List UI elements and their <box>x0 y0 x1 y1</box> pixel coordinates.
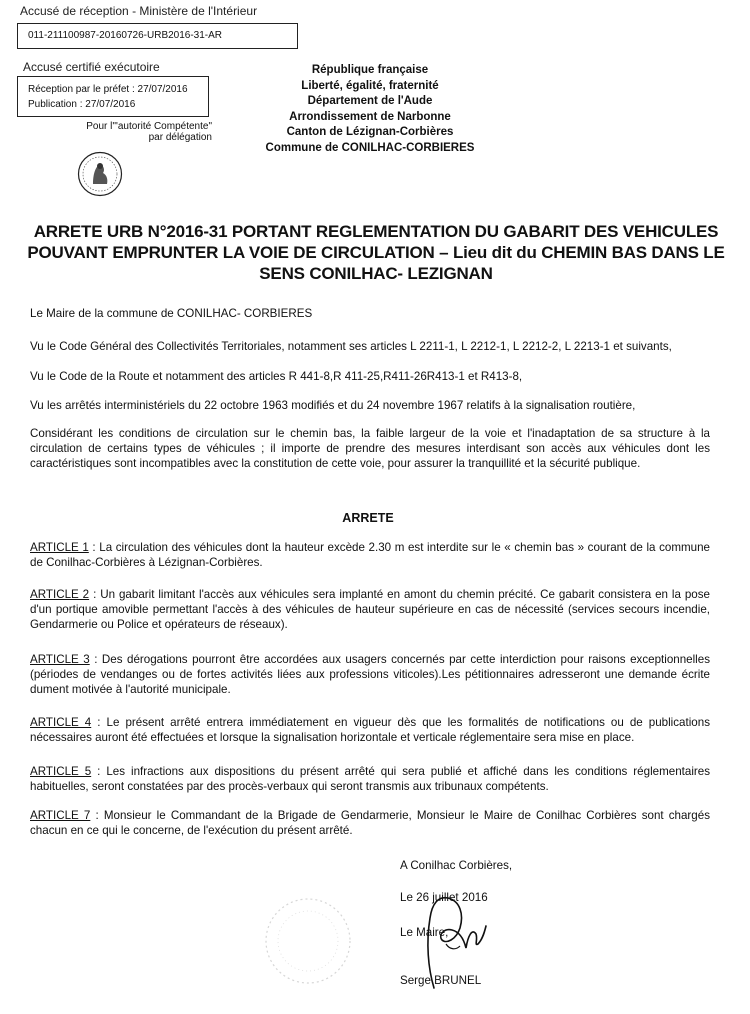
article-1 <box>30 540 710 570</box>
title-line: ARRETE URB N°2016-31 PORTANT REGLEMENTATION DU GABARIT DES VEHICULES <box>33 222 719 241</box>
document-title <box>20 221 732 284</box>
article-2 <box>30 587 710 633</box>
article-label: ARTICLE 3 <box>30 653 90 666</box>
header-line: Département de l'Aude <box>307 95 433 107</box>
article-3 <box>30 652 710 698</box>
marianne-seal-icon <box>76 151 124 202</box>
article-label: ARTICLE 7 <box>30 809 91 822</box>
header-line: Arrondissement de Narbonne <box>289 110 451 123</box>
arrete-heading: ARRETE <box>342 511 394 525</box>
authority-line1: Pour l'"autorité Compétente" <box>86 121 212 132</box>
article-text: : Des dérogations pourront être accordées aux usagers concernés par cette interdiction pour raisons exceptionnelles (périodes de vendanges ou de fortes activités liées aux professions viticoles).Les pétitionnaires adresseront une demande écrite dument motivée à l'autorité municipale. <box>30 653 711 697</box>
signature-name: Serge BRUNEL <box>400 974 482 987</box>
article-7 <box>30 808 710 838</box>
reference-number: 011-211100987-20160726-URB2016-31-AR <box>28 30 223 41</box>
reception-date: Réception par le préfet : 27/07/2016 <box>28 84 188 95</box>
faint-municipal-stamp-icon <box>262 895 354 992</box>
preamble-vu-code-route: Vu le Code de la Route et notamment des articles R 441-8,R 411-25,R411-26R413-1 et R413-8, <box>30 370 523 383</box>
signature-date: Le 26 juillet 2016 <box>400 891 488 904</box>
reference-box <box>17 23 298 49</box>
article-5 <box>30 764 710 794</box>
title-line: POUVANT EMPRUNTER LA VOIE DE CIRCULATION – Lieu dit du CHEMIN BAS DANS LE <box>27 243 725 262</box>
certified-title: Accusé certifié exécutoire <box>23 60 160 74</box>
article-text: : La circulation des véhicules dont la hauteur excède 2.30 m est interdite sur le « chemin bas » courant de la commune de Conilhac-Corbières à Lézignan-Corbières. <box>30 541 710 570</box>
article-label: ARTICLE 5 <box>30 765 92 778</box>
article-text: : Les infractions aux dispositions du présent arrêté qui sera publié et affiché dans les conditions réglementaires habituelles, seront constatées par des procès-verbaux qui seront transmis aux tribunaux compétents. <box>30 765 710 794</box>
authority-line2: par délégation <box>148 132 212 143</box>
header-line: Commune de CONILHAC-CORBIERES <box>265 141 475 154</box>
handwritten-signature <box>420 888 500 1003</box>
article-label: ARTICLE 2 <box>30 588 90 601</box>
title-line: SENS CONILHAC- LEZIGNAN <box>259 264 493 283</box>
header-line: République française <box>311 64 429 76</box>
preamble-vu-arretes: Vu les arrêtés interministériels du 22 octobre 1963 modifiés et du 24 novembre 1967 relatifs à la signalisation routière, <box>30 399 636 412</box>
signature-role: Le Maire, <box>400 926 449 939</box>
publication-date: Publication : 27/07/2016 <box>28 99 136 110</box>
article-4 <box>30 715 710 745</box>
article-text: : Un gabarit limitant l'accès aux véhicules sera implanté en amont du chemin précité. Ce gabarit consistera en la pose d'un portique amovible permettant l'accès à des véhicules de hauteur supérieure en cas de nécessité (services secours incendie, Gendarmerie ou Police et opérateurs de réseaux). <box>30 588 710 632</box>
dates-box <box>17 76 209 117</box>
article-text: : Monsieur le Commandant de la Brigade de Gendarmerie, Monsieur le Maire de Conilhac Corbières sont chargés chacun en ce qui le concerne, de l'exécution du présent arrêté. <box>30 809 710 838</box>
administrative-header <box>250 63 490 156</box>
header-line: Liberté, égalité, fraternité <box>301 79 439 92</box>
article-label: ARTICLE 1 <box>30 541 89 554</box>
preamble-vu-cgct: Vu le Code Général des Collectivités Territoriales, notamment ses articles L 2211-1, L 2212-1, L 2212-2, L 2213-1 et suivants, <box>30 340 672 353</box>
preamble-maire: Le Maire de la commune de CONILHAC- CORBIERES <box>30 307 313 320</box>
header-line: Canton de Lézignan-Corbières <box>286 126 454 138</box>
authority-note <box>60 121 212 143</box>
reception-title: Accusé de réception - Ministère de l'Intérieur <box>20 4 258 18</box>
article-label: ARTICLE 4 <box>30 716 92 729</box>
signature-place: A Conilhac Corbières, <box>400 859 513 872</box>
article-text: : Le présent arrêté entrera immédiatement en vigueur dès que les formalités de notifications ou de publications nécessaires auront été effectuées et lorsque la signalisation horizontale et verticale réglementaire sera mise en place. <box>30 716 710 745</box>
preamble-considerant: Considérant les conditions de circulation sur le chemin bas, la faible largeur de la voie et l'inadaptation de sa structure à la circulation de certains types de véhicules ; il importe de prendre des mesures interdisant son accès aux véhicules dont les caractéristiques sont incompatibles avec la constitution de cette voie, pour assurer la tranquillité et la sécurité publique. <box>30 427 710 471</box>
